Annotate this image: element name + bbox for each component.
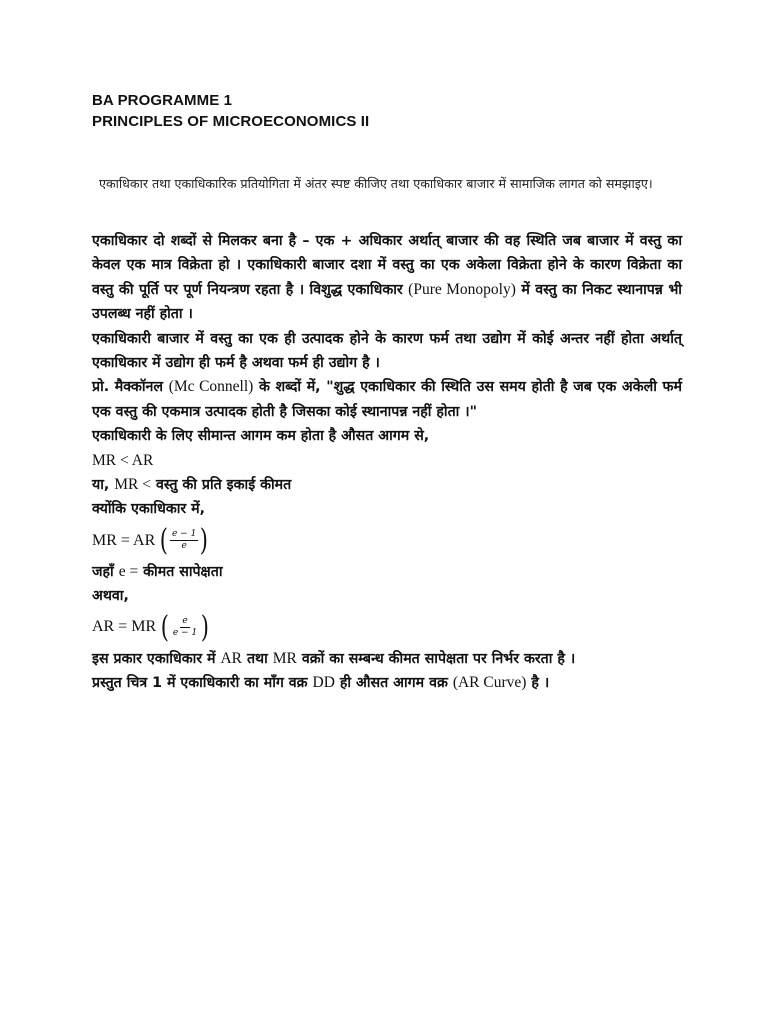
paragraph-mcconnell-quote: प्रो. मैक्कॉनल (Mc Connell) के शब्दों में, "शुद्ध एकाधिकार की स्थिति उस समय होती है जब एक अकेली फर्म एक वस्तु की एकमात्र उत्पादक होती है जिसका कोई स्थानापन्न नहीं होता ।"	[92, 378, 682, 420]
pure-monopoly-term: (Pure Monopoly)	[408, 280, 516, 298]
mr-less-than-ar: MR < AR	[92, 451, 154, 469]
fraction: $\frac{e}{e - 1}$	[172, 616, 198, 639]
answer-body	[92, 229, 682, 696]
formula-ar-mr: AR = MR ( $\frac{e}{e - 1}$ )	[92, 609, 210, 645]
mr-intro-line: एकाधिकारी के लिए सीमान्त आगम कम होता है औसत आगम से,	[92, 428, 430, 445]
paragraph-figure-reference: प्रस्तुत चित्र 1 में एकाधिकारी का माँग वक्र DD ही औसत आगम वक्र (AR Curve) है ।	[92, 674, 550, 692]
ya-line: या, MR < वस्तु की प्रति इकाई कीमत	[92, 476, 292, 494]
fraction: $\frac{e - 1}{e}$	[171, 529, 197, 552]
paragraph-monopoly-definition: एकाधिकार दो शब्दों से मिलकर बना है – एक + अधिकार अर्थात् बाजार की वह स्थिति जब बाजार में वस्तु का केवल एक मात्र विक्रेता हो । एकाधिकारी बाजार दशा में वस्तु का एक अकेला विक्रेता होने के कारण विक्रेता का वस्तु की पूर्ति पर पूर्ण नियन्त्रण रहता है । विशुद्ध एकाधिकार (Pure Monopoly) में वस्तु का निकट स्थानापन्न भी उपलब्ध नहीं होता ।	[92, 233, 682, 323]
subject-title: PRINCIPLES OF MICROECONOMICS II	[92, 113, 370, 130]
paragraph-ar-mr-relation: इस प्रकार एकाधिकार में AR तथा MR वक्रों का सम्बन्ध कीमत सापेक्षता पर निर्भर करता है ।	[92, 649, 576, 667]
mcconnell-name: (Mc Connell)	[168, 378, 254, 396]
kyonki-line: क्योंकि एकाधिकार में,	[92, 501, 206, 518]
jahan-line: जहाँ e = कीमत सापेक्षता	[92, 562, 223, 580]
question-text: एकाधिकार तथा एकाधिकारिक प्रतियोगिता में अंतर स्पष्ट कीजिए तथा एकाधिकार बाजार में सामाजिक लागत को समझाइए।	[99, 176, 653, 191]
athva-line: अथवा,	[92, 588, 129, 605]
paragraph-firm-industry: एकाधिकारी बाजार में वस्तु का एक ही उत्पादक होने के कारण फर्म तथा उद्योग में कोई अन्तर नहीं होता अर्थात् एकाधिकार में उद्योग ही फर्म है अथवा फर्म ही उद्योग है ।	[92, 330, 682, 372]
formula-mr-ar: MR = AR ( $\frac{e - 1}{e}$ )	[92, 522, 209, 558]
course-title: BA PROGRAMME 1	[92, 92, 233, 109]
document-heading	[92, 90, 369, 132]
